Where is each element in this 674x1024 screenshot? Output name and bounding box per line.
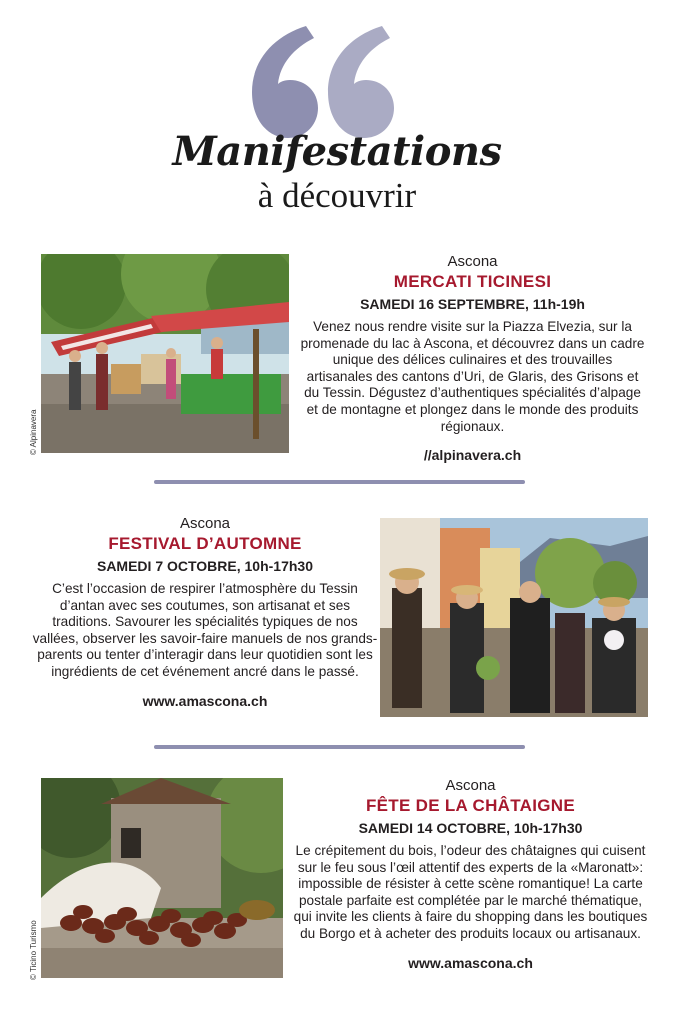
- event-city: Ascona: [445, 777, 496, 794]
- event-description: Venez nous rendre visite sur la Piazza Elvezia, sur la promenade du lac à Ascona, et découvrez dans un cadre unique des délices culinaires et des trouvailles artisanales des cantons d’Uri, de Glaris, des Grisons et du Tessin. Dégustez d’authentiques spécialités d’alpage et de montagne et plongez dans le monde des produits régionaux.: [300, 319, 645, 434]
- market-photo: [41, 254, 289, 453]
- event-link[interactable]: //alpinavera.ch: [423, 447, 522, 464]
- section-divider: [154, 745, 525, 749]
- festival-photo: [380, 518, 648, 717]
- event-name: FESTIVAL D’AUTOMNE: [108, 534, 302, 553]
- event-name: MERCATI TICINESI: [393, 272, 552, 291]
- event-city: Ascona: [179, 515, 231, 532]
- event-link[interactable]: www.amascona.ch: [142, 692, 268, 709]
- photo-credit-alpinavera: © Alpinavera: [29, 409, 38, 455]
- event-fete-chataigne: [292, 777, 649, 971]
- event-name: FÊTE DE LA CHÂTAIGNE: [365, 796, 576, 815]
- event-festival-automne: [29, 515, 381, 709]
- event-link[interactable]: www.amascona.ch: [408, 954, 533, 971]
- section-divider: [154, 480, 525, 484]
- page-title: Manifestations: [172, 128, 502, 175]
- event-date: SAMEDI 14 OCTOBRE, 10h-17h30: [358, 820, 583, 836]
- event-description: Le crépitement du bois, l’odeur des châtaignes qui cuisent sur le feu sous l’œil attentif des experts de la «Maronatt»: impossible de résister à cette scène romantique! La carte postale parfaite est complétée par le marché thématique, qui invite les clients à faire du shopping dans les boutiques du Borgo et à acheter des produits locaux ou artisanaux.: [293, 843, 648, 941]
- event-date: SAMEDI 7 OCTOBRE, 10h-17h30: [96, 558, 314, 574]
- photo-credit-ticino-turismo: © Ticino Turismo: [29, 920, 38, 980]
- chestnut-photo: [41, 778, 283, 978]
- event-date: SAMEDI 16 SEPTEMBRE, 11h-19h: [360, 296, 585, 312]
- event-city: Ascona: [447, 253, 498, 270]
- page-subtitle: à découvrir: [257, 176, 417, 215]
- event-mercati-ticinesi: [300, 253, 645, 463]
- event-description: C’est l’occasion de respirer l’atmosphère du Tessin d’antan avec ses coutumes, son artisanat et ses traditions. Savourer les spécialités typiques de nos vallées, observer les savoir-faire manuels de nos grands-parents ou tenter d’interagir dans leur quotidien sont les ingrédients de cet événement ancré dans le passé.: [32, 581, 378, 679]
